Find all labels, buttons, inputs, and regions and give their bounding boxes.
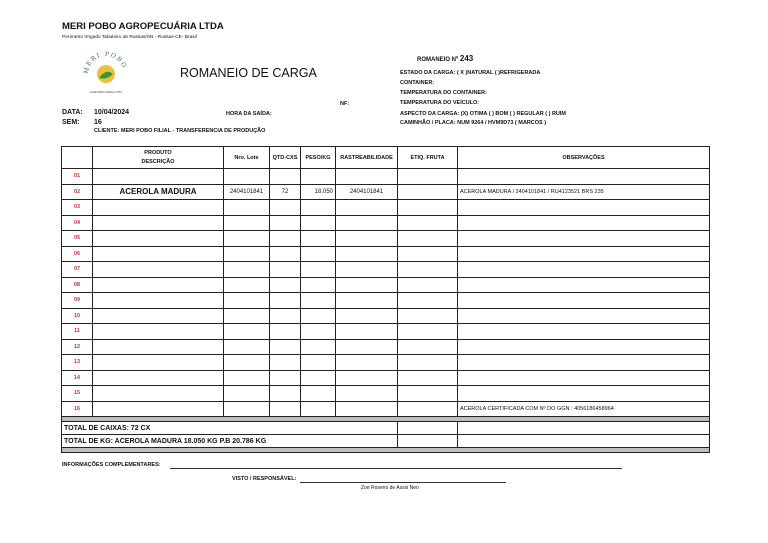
row-number: 05 [62,231,93,247]
lot-number [224,386,270,402]
lot-number [224,370,270,386]
total-caixas: TOTAL DE CAIXAS: 72 CX [62,422,398,435]
traceability [336,370,398,386]
lot-number [224,169,270,185]
traceability: 2404101841 [336,184,398,200]
weight-kg [301,262,336,278]
lot-number [224,355,270,371]
fruit-label [398,386,458,402]
row-number: 08 [62,277,93,293]
table-row [62,370,710,386]
fruit-label [398,200,458,216]
lot-number: 2404101841 [224,184,270,200]
table-row [62,246,710,262]
product-description [93,355,224,371]
observations [458,215,710,231]
estado-carga: ESTADO DA CARGA: ( X )NATURAL ( )REFRIGERADA [400,70,541,76]
qty-boxes [270,200,301,216]
observations [458,262,710,278]
lot-number [224,339,270,355]
product-description [93,293,224,309]
caminhao-placa: CAMINHÃO / PLACA: NUM 9264 / HVM9D73 ( MARCOS ) [400,120,547,126]
weight-kg [301,231,336,247]
nf-label: NF: [340,101,350,107]
qty-boxes [270,293,301,309]
lot-number [224,308,270,324]
data-label: DATA: [62,109,83,116]
traceability [336,339,398,355]
traceability [336,231,398,247]
qty-boxes [270,215,301,231]
table-row [62,277,710,293]
sem-label: SEM: [62,119,80,126]
svg-text:AGROPECUÁRIA LTDA: AGROPECUÁRIA LTDA [89,90,123,94]
qty-boxes [270,324,301,340]
weight-kg [301,324,336,340]
qty-boxes [270,277,301,293]
table-row [62,215,710,231]
fruit-label [398,215,458,231]
product-description: ACEROLA MADURA [93,184,224,200]
header-lote: Nro. Lote [224,147,270,169]
fruit-label [398,184,458,200]
weight-kg [301,401,336,417]
fruit-label [398,308,458,324]
observations [458,246,710,262]
table-row [62,324,710,340]
product-description [93,262,224,278]
fruit-label [398,370,458,386]
product-description [93,308,224,324]
aspecto-carga: ASPECTO DA CARGA: (X) OTIMA ( ) BOM ( ) REGULAR ( ) RUIM [400,111,567,117]
header-num [62,147,93,169]
romaneio-number: ROMANEIO Nº 243 [417,54,474,63]
fruit-label [398,277,458,293]
table-row [62,401,710,417]
observations [458,355,710,371]
weight-kg [301,200,336,216]
signer-name: Zoe Roseno de Assis Neo [361,485,419,491]
qty-boxes [270,339,301,355]
row-number: 10 [62,308,93,324]
weight-kg [301,355,336,371]
header-qtd: QTD-CXS [270,147,301,169]
row-number: 04 [62,215,93,231]
qty-boxes [270,370,301,386]
table-row [62,200,710,216]
observations: ACEROLA CERTIFICADA COM Nº DO GGN : 4056186458964 [458,401,710,417]
lot-number [224,246,270,262]
product-description [93,386,224,402]
row-number: 01 [62,169,93,185]
separator [62,448,710,453]
traceability [336,169,398,185]
product-description [93,324,224,340]
qty-boxes [270,262,301,278]
traceability [336,262,398,278]
observations [458,324,710,340]
lot-number [224,215,270,231]
observations [458,370,710,386]
row-number: 15 [62,386,93,402]
product-description [93,215,224,231]
table-row [62,386,710,402]
weight-kg [301,215,336,231]
company-address: Perímetro Irrigado Tabuleiro de Russas/SN - Russas-CE- Brasil [62,35,197,40]
company-name: MERI POBO AGROPECUÁRIA LTDA [62,21,224,32]
info-complementares: INFORMAÇÕES COMPLEMENTARES: [62,462,161,468]
header-rastreabilidade: RASTREABILIDADE [336,147,398,169]
lot-number [224,277,270,293]
observations [458,169,710,185]
traceability [336,401,398,417]
row-number: 13 [62,355,93,371]
cliente: CLIENTE: MERI POBO FILIAL - TRANSFERENCIA DE PRODUÇÃO [94,128,266,134]
qty-boxes: 72 [270,184,301,200]
fruit-label [398,231,458,247]
product-description [93,339,224,355]
observations [458,386,710,402]
qty-boxes [270,401,301,417]
qty-boxes [270,308,301,324]
weight-kg [301,370,336,386]
fruit-label [398,324,458,340]
product-description [93,370,224,386]
product-description [93,169,224,185]
row-number: 12 [62,339,93,355]
lot-number [224,293,270,309]
row-number: 07 [62,262,93,278]
header-obs: OBSERVAÇÕES [458,147,710,169]
weight-kg [301,308,336,324]
temp-container: TEMPERATURA DO CONTAINER: [400,90,487,96]
table-row [62,231,710,247]
row-number: 16 [62,401,93,417]
product-description [93,200,224,216]
qty-boxes [270,169,301,185]
observations [458,200,710,216]
product-description [93,231,224,247]
row-number: 06 [62,246,93,262]
fruit-label [398,246,458,262]
page-title: ROMANEIO DE CARGA [180,66,317,80]
total-blank [398,435,458,448]
weight-kg [301,339,336,355]
row-number: 03 [62,200,93,216]
weight-kg: 18.050 [301,184,336,200]
traceability [336,277,398,293]
product-description [93,246,224,262]
table-row [62,293,710,309]
svg-text:MERI POBO: MERI POBO [82,50,129,75]
table-row [62,184,710,200]
row-number: 11 [62,324,93,340]
lot-number [224,231,270,247]
lot-number [224,324,270,340]
table-row [62,262,710,278]
fruit-label [398,293,458,309]
qty-boxes [270,246,301,262]
signature-line [300,482,506,483]
traceability [336,386,398,402]
header-produto: PRODUTO DESCRIÇÃO [93,147,224,169]
cargo-table [61,146,710,453]
traceability [336,215,398,231]
row-number: 14 [62,370,93,386]
visto-responsavel: VISTO / RESPONSÁVEL: [232,476,297,482]
traceability [336,308,398,324]
row-number: 02 [62,184,93,200]
weight-kg [301,293,336,309]
company-logo [80,50,132,96]
data-value: 10/04/2024 [94,109,130,116]
traceability [336,200,398,216]
observations [458,293,710,309]
table-row [62,308,710,324]
fruit-label [398,339,458,355]
observations [458,277,710,293]
fruit-label [398,401,458,417]
total-blank [398,422,458,435]
lot-number [224,262,270,278]
traceability [336,355,398,371]
total-blank [458,422,710,435]
table-row [62,355,710,371]
info-line [170,468,622,469]
table-row [62,339,710,355]
container: CONTAINER: [400,80,435,86]
qty-boxes [270,231,301,247]
row-number: 09 [62,293,93,309]
hora-saida: HORA DA SAÍDA: [226,111,272,117]
fruit-label [398,169,458,185]
temp-veiculo: TEMPERATURA DO VEÍCULO: [400,100,480,106]
weight-kg [301,277,336,293]
weight-kg [301,386,336,402]
product-description [93,401,224,417]
table-row [62,169,710,185]
lot-number [224,200,270,216]
header-peso: PESO/KG [301,147,336,169]
lot-number [224,401,270,417]
traceability [336,293,398,309]
fruit-label [398,262,458,278]
observations [458,339,710,355]
qty-boxes [270,355,301,371]
observations [458,308,710,324]
traceability [336,324,398,340]
sem-value: 16 [94,119,102,126]
traceability [336,246,398,262]
total-kg: TOTAL DE KG: ACEROLA MADURA 18.050 KG P.B 20.786 KG [62,435,398,448]
weight-kg [301,169,336,185]
fruit-label [398,355,458,371]
qty-boxes [270,386,301,402]
header-etiq: ETIQ. FRUTA [398,147,458,169]
observations: ACEROLA MADURA / 2404101841 / RU4123521 BRS 235 [458,184,710,200]
product-description [93,277,224,293]
weight-kg [301,246,336,262]
observations [458,231,710,247]
total-blank [458,435,710,448]
